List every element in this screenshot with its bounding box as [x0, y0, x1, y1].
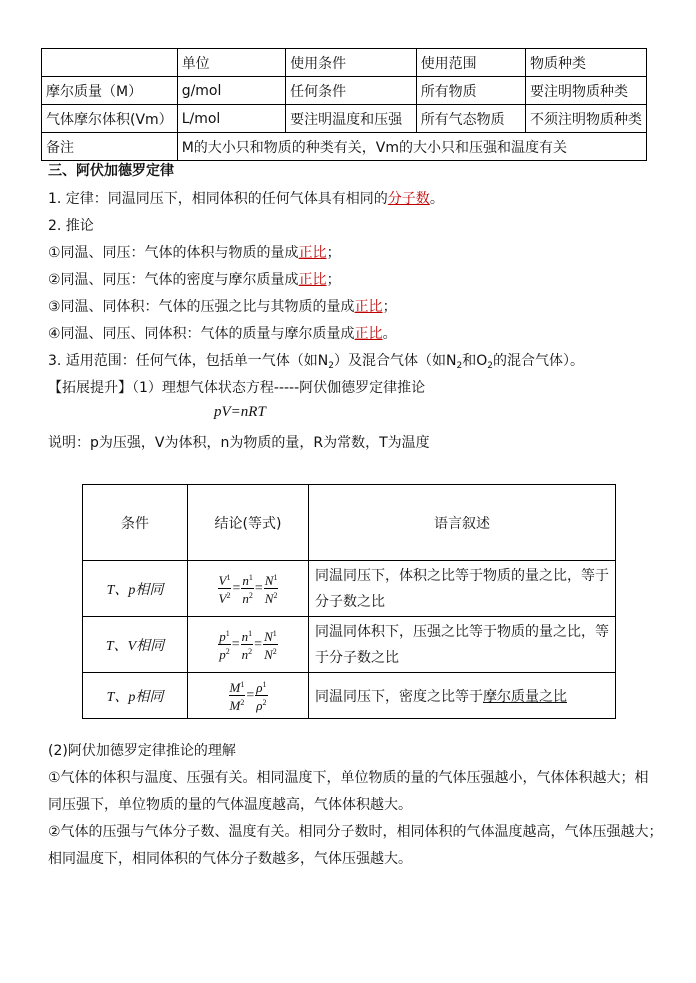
condition-cell: T、V相同: [83, 617, 188, 673]
scope-text: 和O: [462, 353, 488, 369]
table-row: [83, 617, 616, 673]
subscript: 2: [456, 361, 463, 371]
description-text: 同温同体积下，压强之比等于物质的量之比，等: [315, 623, 609, 640]
inference-key: 正比: [354, 299, 383, 315]
section-title: 三、阿伏加德罗定律: [48, 163, 174, 179]
header-cell: 语言叙述: [309, 485, 616, 561]
table-cell: 所有气态物质: [416, 105, 525, 133]
inference-text: ③同温、同体积：气体的压强之比与其物质的量成: [48, 299, 355, 315]
scope-text: 3. 适用范围：任何气体，包括单一气体（如N: [48, 353, 329, 369]
inference-title: 2. 推论: [48, 218, 94, 234]
table-cell: g/mol: [177, 77, 285, 105]
inference-key: 正比: [354, 326, 383, 342]
extension-line: 【拓展提升】（1）理想气体状态方程-----阿伏伽德罗定律推论: [48, 380, 426, 396]
properties-table: [41, 48, 647, 161]
part2-title: (2)阿伏加德罗定律推论的理解: [48, 743, 236, 759]
law-suffix: 。: [429, 191, 444, 207]
table-note-row: [42, 133, 647, 161]
table-cell: 摩尔质量（M）: [42, 77, 178, 105]
law-key: 分子数: [387, 191, 430, 207]
inference-item: [48, 296, 397, 316]
fraction: $\frac{N^1}{N^2}$: [264, 629, 277, 662]
description-text: 同温同压下，密度之比等于: [315, 688, 483, 705]
table-cell: 任何条件: [286, 77, 417, 105]
description-cell: [309, 561, 616, 617]
inference-item: [48, 242, 341, 262]
description-text: 同温同压下，体积之比等于物质的量之比，等于: [315, 567, 609, 584]
table-row: [83, 561, 616, 617]
inference-end: 。: [382, 326, 397, 342]
inference-text: ①同温、同压：气体的体积与物质的量成: [48, 245, 299, 261]
table-cell: L/mol: [177, 105, 285, 133]
header-cell: 单位: [177, 49, 285, 77]
header-cell: 物质种类: [526, 49, 647, 77]
inference-key: 正比: [298, 245, 327, 261]
table-row: [42, 105, 647, 133]
formula-cell: $\frac{M^1}{M^2}$ = $\frac{\rho^1}{\rho^2}$: [188, 673, 309, 719]
table-header-row: [83, 485, 616, 561]
description-text: 分子数之比: [315, 593, 385, 610]
inference-key: 正比: [298, 272, 327, 288]
inference-end: ；: [382, 299, 397, 315]
table-cell: 气体摩尔体积(Vm）: [42, 105, 178, 133]
fraction: $\frac{V^1}{V^2}$: [218, 573, 231, 606]
fraction: $\frac{M^1}{M^2}$: [229, 680, 245, 713]
note-text: M的大小只和物质的种类有关，Vm的大小只和压强和温度有关: [177, 133, 646, 161]
scope-text: ）及混合气体（如N: [334, 353, 457, 369]
description-cell: [309, 673, 616, 719]
table-row: [83, 673, 616, 719]
paragraph-line: 相同温度下，相同体积的气体分子数越多，气体压强越大。: [48, 851, 412, 867]
condition-cell: T、p相同: [83, 561, 188, 617]
inference-item: [48, 323, 397, 343]
paragraph-line: 同压强下，单位物质的量的气体温度越高，气体体积越大。: [48, 797, 412, 813]
header-cell: 使用范围: [416, 49, 525, 77]
table-cell: 所有物质: [416, 77, 525, 105]
explanation-line: 说明：p为压强，V为体积，n为物质的量，R为常数，T为温度: [48, 435, 430, 451]
table-cell: 要注明物质种类: [526, 77, 647, 105]
inference-end: ；: [326, 245, 341, 261]
header-cell: [42, 49, 178, 77]
inference-text: ④同温、同压、同体积：气体的质量与摩尔质量成: [48, 326, 355, 342]
table-cell: 要注明温度和压强: [286, 105, 417, 133]
header-cell: 条件: [83, 485, 188, 561]
inference-item: [48, 269, 341, 289]
paragraph-line: ①气体的体积与温度、压强有关。相同温度下，单位物质的量的气体压强越小，气体体积越大；相: [48, 770, 649, 786]
paragraph-line: ②气体的压强与气体分子数、温度有关。相同分子数时，相同体积的气体温度越高，气体压强越大；: [48, 824, 663, 840]
scope-line: [48, 350, 584, 371]
inference-table: [82, 484, 616, 719]
fraction: $\frac{N^1}{N^2}$: [264, 573, 278, 606]
subscript: 2: [487, 361, 493, 371]
header-cell: 结论(等式): [188, 485, 309, 561]
table-row: [42, 77, 647, 105]
fraction: $\frac{p^1}{p^2}$: [219, 629, 230, 662]
note-label: 备注: [42, 133, 178, 161]
law-prefix: 1. 定律：同温同压下，相同体积的任何气体具有相同的: [48, 191, 388, 207]
subscript: 2: [328, 361, 335, 371]
fraction: $\frac{n^1}{n^2}$: [242, 573, 253, 606]
description-text: 于分子数之比: [315, 649, 399, 666]
header-cell: 使用条件: [286, 49, 417, 77]
inference-end: ；: [326, 272, 341, 288]
fraction: $\frac{n^1}{n^2}$: [241, 629, 253, 662]
table-header-row: [42, 49, 647, 77]
formula-cell: $\frac{V^1}{V^2}$ = $\frac{n^1}{n^2}$ = $\frac{N^1}{N^2}$: [188, 561, 309, 617]
ideal-gas-formula: pV=nRT: [214, 404, 266, 420]
inference-text: ②同温、同压：气体的密度与摩尔质量成: [48, 272, 299, 288]
table-cell: 不须注明物质种类: [526, 105, 647, 133]
description-underlined: 摩尔质量之比: [483, 688, 567, 705]
law-line: [48, 188, 444, 208]
formula-cell: $\frac{p^1}{p^2}$ = $\frac{n^1}{n^2}$ = $\frac{N^1}{N^2}$: [188, 617, 309, 673]
fraction: $\frac{\rho^1}{\rho^2}$: [256, 680, 267, 713]
scope-text: 的混合气体）。: [493, 353, 584, 369]
description-cell: [309, 617, 616, 673]
condition-cell: T、p相同: [83, 673, 188, 719]
